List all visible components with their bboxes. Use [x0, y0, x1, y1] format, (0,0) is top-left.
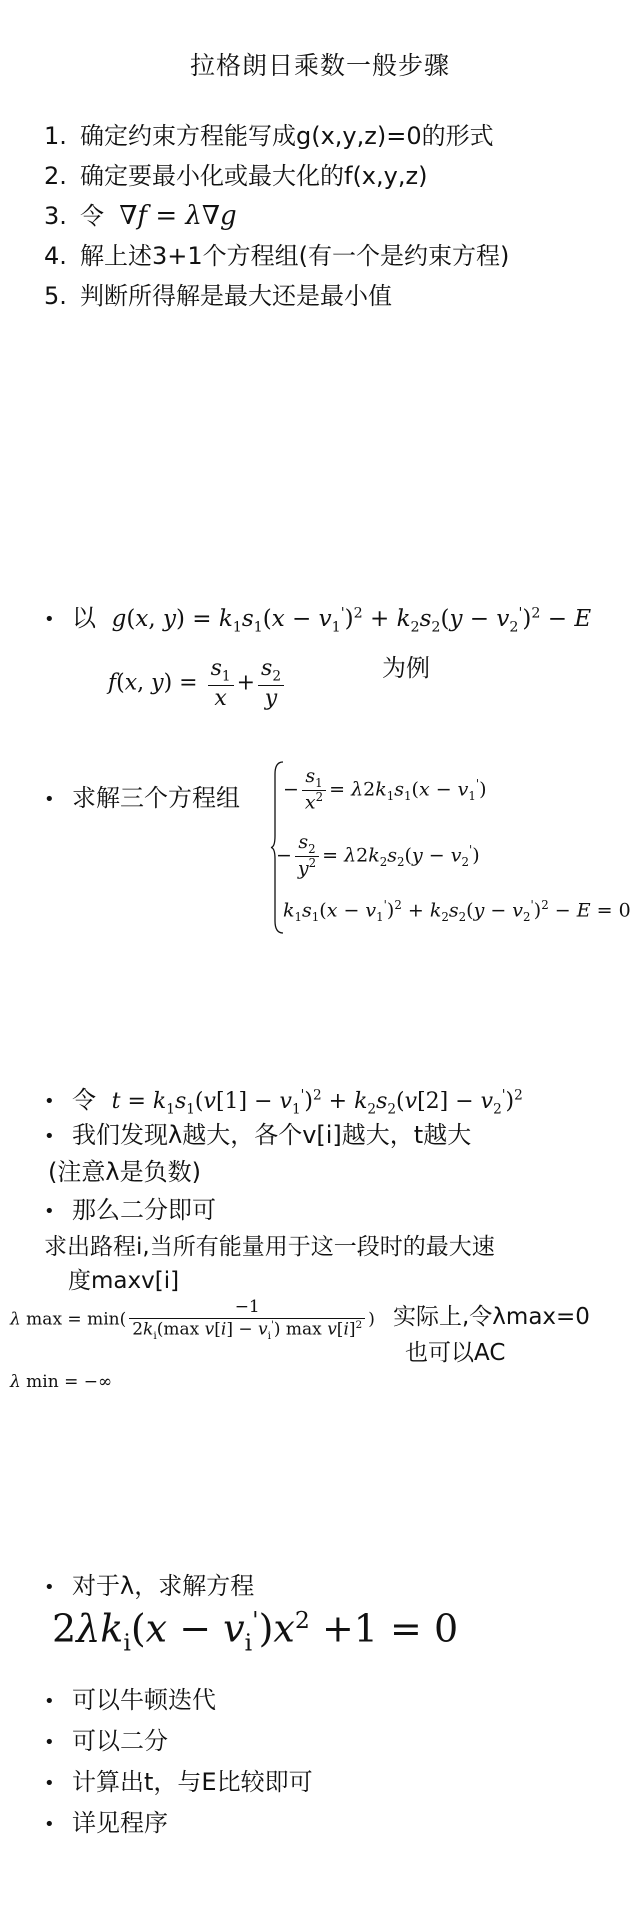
- bullet-bisection: • 可以二分: [44, 1727, 168, 1755]
- bullet-dot: •: [44, 1090, 55, 1112]
- equation-2: − $\frac{s_2}{y^2}$ = $\lambda 2k_2s_2(y - v_2')$: [276, 831, 480, 880]
- equation-3: $k_1s_1(x - v_1')^2 + k_2s_2(y - v_2')^2 - E = 0$: [283, 898, 631, 925]
- example-suffix: 为例: [382, 654, 430, 682]
- max-speed-line-1: 求出路程i,当所有能量用于这一段时的最大速: [44, 1234, 495, 1260]
- lambda-min-formula: λ min = −∞: [10, 1372, 113, 1392]
- bullet-newton: • 可以牛顿迭代: [44, 1686, 216, 1714]
- step-item: 4. 解上述3+1个方程组(有一个是约束方程): [44, 242, 510, 270]
- bullet-dot: •: [44, 1772, 55, 1794]
- bullet-binary-search: • 那么二分即可: [44, 1196, 216, 1224]
- slide-title: 拉格朗日乘数一般步骤: [189, 51, 450, 80]
- bullet-monotonic: • 我们发现λ越大，各个v[i]越大，t越大: [44, 1121, 472, 1149]
- bullet-dot: •: [44, 608, 55, 630]
- bullet-dot: •: [44, 1690, 55, 1712]
- bullet-dot: •: [44, 1813, 55, 1835]
- bullet-solve-system: • 求解三个方程组: [44, 784, 240, 812]
- bullet-dot: •: [44, 1576, 55, 1598]
- equation-1: − $\frac{s_1}{x^2}$ = $\lambda 2k_1s_1(x - v_1')$: [283, 765, 487, 814]
- lambda-note: (注意λ是负数): [48, 1158, 201, 1186]
- lambda-max-note-2: 也可以AC: [405, 1340, 506, 1366]
- bullet-solve-lambda: • 对于λ，求解方程: [44, 1572, 255, 1600]
- t-formula: $t = k_1s_1(v[1] - v_1')^2 + k_2s_2(v[2] - v_2')^2$: [111, 1087, 523, 1118]
- bullet-dot: •: [44, 1731, 55, 1753]
- bullet-dot: •: [44, 1125, 55, 1147]
- max-speed-line-2: 度maxv[i]: [68, 1268, 180, 1294]
- step-item: 3. 令 ∇f = λ∇g: [44, 201, 237, 231]
- bullet-dot: •: [44, 1200, 55, 1222]
- lambda-max-note-1: 实际上,令λmax=0: [393, 1304, 590, 1330]
- bullet-example: • 以 g(x, $y) = k_1s_1(x - v_1')^2 + k_2s_2(y - v_2')^2 - E$: [44, 604, 592, 636]
- step-item: 2. 确定要最小化或最大化的f(x,y,z): [44, 162, 428, 190]
- gradient-equation: ∇f = λ∇g: [119, 201, 237, 231]
- objective-f-formula: f(x, y) = $\frac{s_1}{x}$ + $\frac{s_2}{y}$: [108, 656, 287, 711]
- lambda-equation: $2\lambda k_i(x - v_i')x^2 +1 = 0$: [52, 1606, 459, 1657]
- step-item: 1. 确定约束方程能写成g(x,y,z)=0的形式: [44, 122, 494, 150]
- bullet-define-t: • 令 $t = k_1s_1(v[1] - v_1')^2 + k_2s_2(v[2] - v_2')^2$: [44, 1086, 523, 1118]
- bullet-dot: •: [44, 788, 55, 810]
- bullet-compare-e: • 计算出t，与E比较即可: [44, 1768, 313, 1796]
- bullet-see-program: • 详见程序: [44, 1809, 168, 1837]
- constraint-g-formula: g(x, $y) = k_1s_1(x - v_1')^2 + k_2s_2(y - v_2')^2 - E$: [111, 605, 592, 636]
- lambda-max-formula: λ max = min( $\frac{-1}{2k_i(\max v[i] - v_i') \max v[i]^2}$ ): [10, 1297, 375, 1342]
- step-item: 5. 判断所得解是最大还是最小值: [44, 282, 392, 310]
